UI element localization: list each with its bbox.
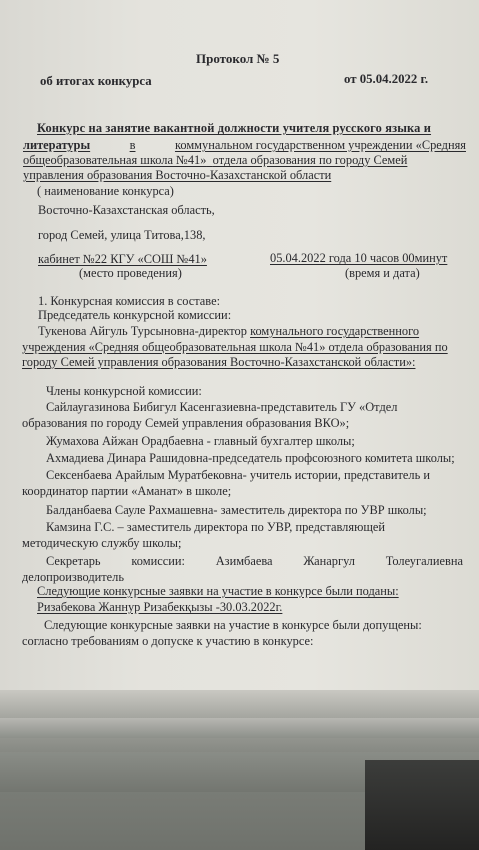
- venue: кабинет №22 КГУ «СОШ №41»: [38, 252, 207, 266]
- intro-line-3: общеобразовательная школа №41» отдела образования по городу Семей: [23, 153, 408, 167]
- submitted-entry: Ризабекова Жаннур Ризабекқызы -30.03.2022г.: [37, 600, 283, 614]
- submitted-label: Следующие конкурсные заявки на участие в конкурсе были поданы:: [37, 584, 399, 598]
- member-5: Балданбаева Сауле Рахмашевна- заместитель директора по УВР школы;: [46, 503, 427, 517]
- member-6-line-1: Камзина Г.С. – заместитель директора по УВР, представляющей: [46, 520, 385, 534]
- chair-label: Председатель конкурсной комиссии:: [38, 308, 232, 322]
- commission-heading: 1. Конкурсная комиссия в составе:: [38, 294, 221, 308]
- intro-line-2: литературы в коммунальном государственном учреждении «Средняя: [23, 138, 466, 152]
- member-4-line-1: Сексенбаева Арайлым Муратбековна- учитель истории, представитель и: [46, 468, 430, 482]
- admitted-line-2: согласно требованиям о допуске к участию в конкурсе:: [22, 634, 314, 648]
- dark-background-corner: [365, 760, 479, 850]
- intro-line-4: управления образования Восточно-Казахстанской области: [23, 168, 332, 182]
- secretary-line-2: делопроизводитель: [22, 570, 125, 584]
- protocol-subtitle: об итогах конкурса: [40, 74, 152, 88]
- member-2: Жумахова Айжан Орадбаевна - главный бухгалтер школы;: [46, 434, 355, 448]
- address-street: город Семей, улица Титова,138,: [38, 228, 206, 242]
- member-3: Ахмадиева Динара Рашидовна-председатель профсоюзного комитета школы;: [46, 451, 455, 465]
- event-datetime: 05.04.2022 года 10 часов 00минут: [270, 251, 448, 265]
- venue-label: (место проведения): [79, 266, 182, 280]
- page-stack-edge: [0, 718, 479, 738]
- chair-line-3: городу Семей управления образования Восточно-Казахстанской области»:: [22, 355, 416, 369]
- secretary-line-1: Секретарь комиссии: Азимбаева Жанаргул Толеугалиевна: [46, 554, 463, 568]
- member-4-line-2: координатор партии «Аманат» в школе;: [22, 484, 232, 498]
- member-6-line-2: методическую службу школы;: [22, 536, 182, 550]
- admitted-line-1: Следующие конкурсные заявки на участие в конкурсе были допущены:: [44, 618, 422, 632]
- members-label: Члены конкурсной комиссии:: [46, 384, 202, 398]
- contest-name-label: ( наименование конкурса): [37, 184, 174, 198]
- chair-line-1: Тукенова Айгуль Турсыновна-директор комунального государственного: [38, 324, 420, 338]
- chair-line-2: учреждения «Средняя общеобразовательная школа №41» отдела образования по: [22, 340, 448, 354]
- member-1-line-1: Сайлаугазинова Бибигул Касенгазиевна-представитель ГУ «Отдел: [46, 400, 398, 414]
- intro-line-1: Конкурс на занятие вакантной должности учителя русского языка и: [37, 121, 432, 135]
- protocol-title: Протокол № 5: [196, 51, 280, 66]
- member-1-line-2: образования по городу Семей управления образования ВКО»;: [22, 416, 350, 430]
- protocol-date: от 05.04.2022 г.: [344, 72, 429, 86]
- datetime-label: (время и дата): [345, 266, 420, 280]
- address-region: Восточно-Казахстанская область,: [38, 203, 215, 217]
